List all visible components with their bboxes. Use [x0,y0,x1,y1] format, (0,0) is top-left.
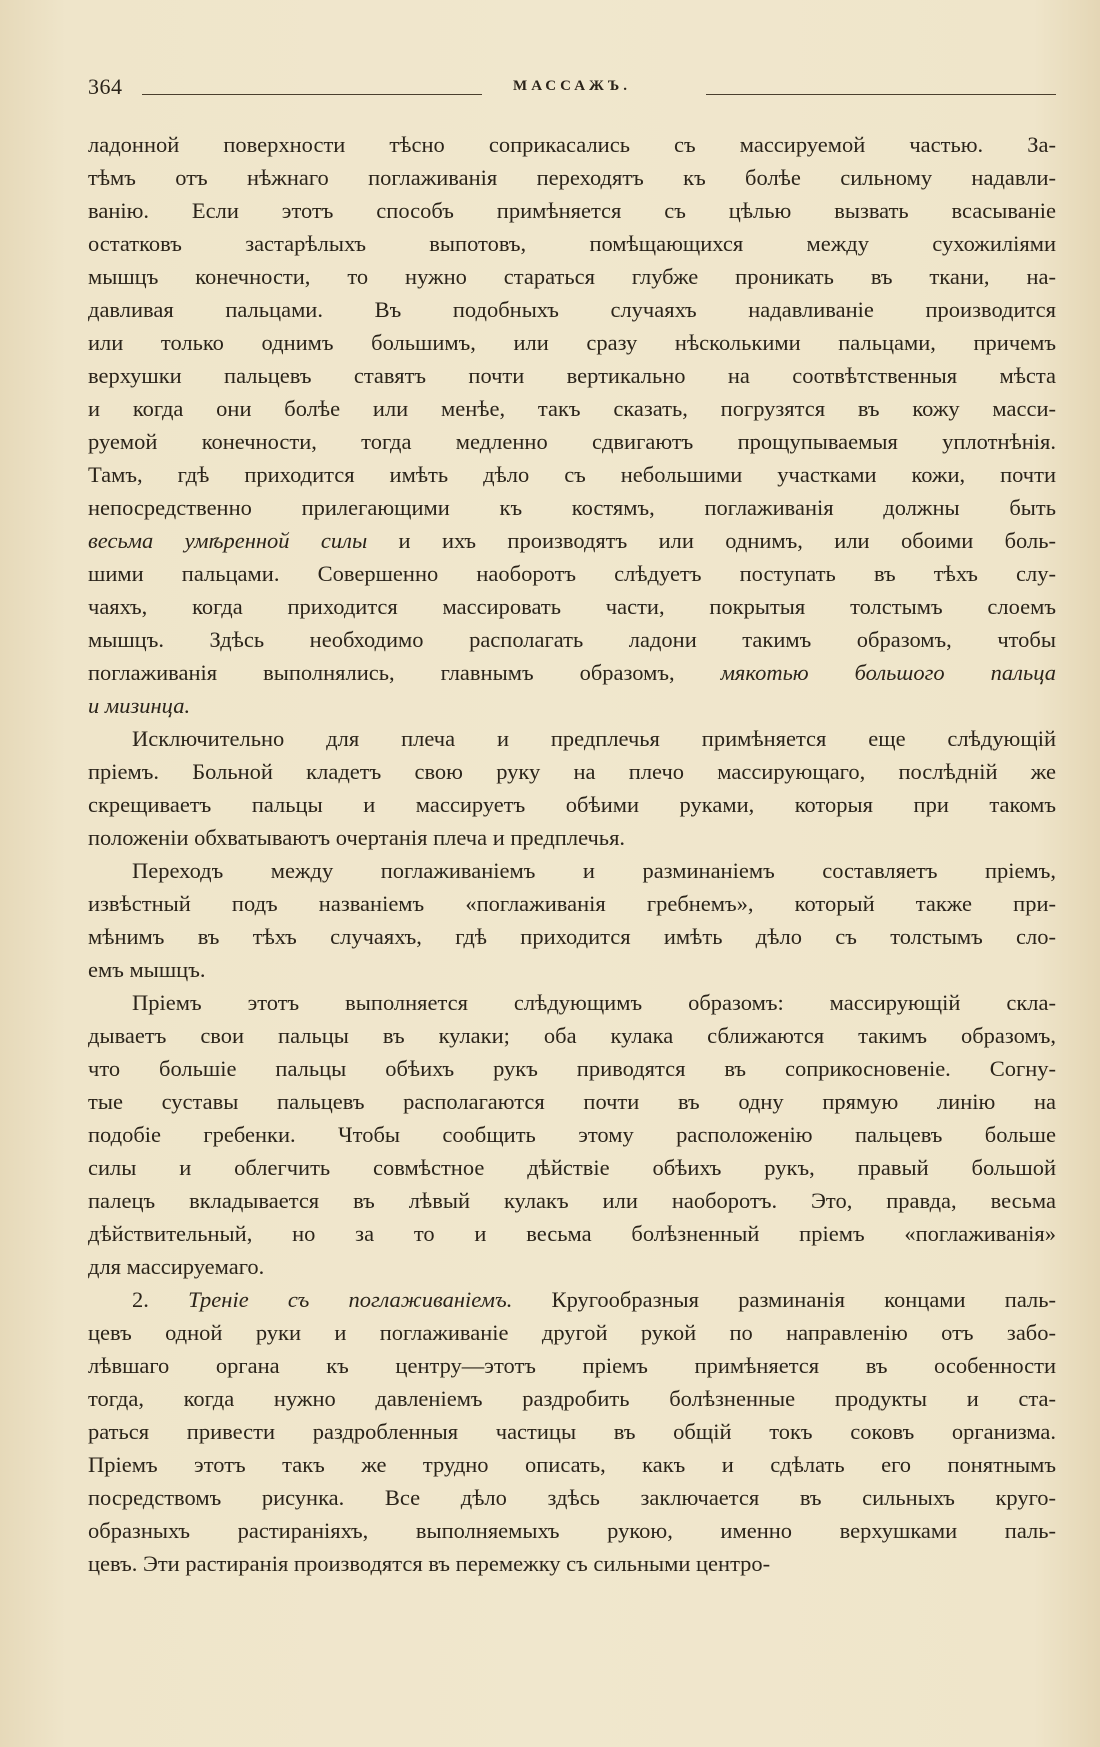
text-run: чаяхъ, когда приходится массировать части, покрытыя толстымъ слоемъ [88,594,1056,619]
running-title: МАССАЖЪ. [513,78,631,94]
text-line [88,1217,1056,1250]
text-run: скрещиваетъ пальцы и массируетъ обѣими руками, которыя при такомъ [88,792,1056,817]
text-line [88,491,1056,524]
text-line [88,128,1056,161]
text-line [88,260,1056,293]
text-run: поглаживанія выполнялись, главнымъ образомъ, [88,660,721,685]
text-line [88,590,1056,623]
emphasized-text: и мизинца. [88,693,191,718]
text-line [88,161,1056,194]
text-run: извѣстный подъ названіемъ «поглаживанія гребнемъ», который также при- [88,891,1056,916]
text-run: верхушки пальцевъ ставятъ почти вертикально на соотвѣтственныя мѣста [88,363,1056,388]
page-number: 364 [88,74,123,99]
text-run: посредствомъ рисунка. Все дѣло здѣсь заключается въ сильныхъ круго- [88,1485,1056,1510]
paragraph [88,722,1056,854]
text-run: пріемъ. Больной кладетъ свою руку на плечо массирующаго, послѣдній же [88,759,1056,784]
text-line [88,425,1056,458]
text-run: Тамъ, гдѣ приходится имѣть дѣло съ небольшими участками кожи, почти [88,462,1056,487]
text-run: мышцъ конечности, то нужно стараться глубже проникать въ ткани, на- [88,264,1056,289]
text-line [88,359,1056,392]
text-run: подобіе гребенки. Чтобы сообщить этому расположенію пальцевъ больше [88,1122,1056,1147]
text-line [88,1019,1056,1052]
text-line [88,1085,1056,1118]
text-line [88,1415,1056,1448]
text-run: дываетъ свои пальцы въ кулаки; оба кулака сближаются такимъ образомъ, [88,1023,1056,1048]
text-run: ладонной поверхности тѣсно соприкасались съ массируемой частью. За- [88,132,1056,157]
text-run: раться привести раздробленныя частицы въ общій токъ соковъ организма. [88,1419,1056,1444]
text-run: что большіе пальцы обѣихъ рукъ приводятся въ соприкосновеніе. Согну- [88,1056,1056,1081]
text-run: положеніи обхватываютъ очертанія плеча и предплечья. [88,825,626,850]
paragraph [88,1283,1056,1580]
text-line [88,623,1056,656]
emphasized-text: мякотью большого пальца [720,660,1057,685]
text-run: шими пальцами. Совершенно наоборотъ слѣдуетъ поступать въ тѣхъ слу- [88,561,1056,586]
text-line [88,1349,1056,1382]
text-line [88,821,1056,854]
text-run: и ихъ производятъ или однимъ, или обоими боль- [367,528,1056,553]
text-line [88,887,1056,920]
text-line [88,524,1056,557]
text-line [88,458,1056,491]
page-header [88,70,1056,106]
text-run: непосредственно прилегающими къ костямъ, поглаживанія должны быть [88,495,1056,520]
paragraph [88,128,1056,722]
text-run: палецъ вкладывается въ лѣвый кулакъ или наоборотъ. Это, правда, весьма [88,1188,1056,1213]
body-text [88,128,1056,1580]
text-line [88,1316,1056,1349]
text-run: для массируемаго. [88,1254,265,1279]
text-line [88,1382,1056,1415]
text-run: цевъ одной руки и поглаживаніе другой рукой по направленію отъ забо- [88,1320,1056,1345]
text-line [88,1184,1056,1217]
text-run: давливая пальцами. Въ подобныхъ случаяхъ надавливаніе производится [88,297,1056,322]
text-line [88,755,1056,788]
text-line [88,392,1056,425]
text-run: остатковъ застарѣлыхъ выпотовъ, помѣщающихся между сухожиліями [88,231,1056,256]
text-line [88,557,1056,590]
text-line [88,1118,1056,1151]
text-line [88,986,1056,1019]
text-run: мѣнимъ въ тѣхъ случаяхъ, гдѣ приходится имѣть дѣло съ толстымъ сло- [88,924,1056,949]
header-rule-right [706,94,1056,95]
text-line [88,1052,1056,1085]
text-run: силы и облегчить совмѣстное дѣйствіе обѣихъ рукъ, правый большой [88,1155,1056,1180]
text-run: и когда они болѣе или менѣе, такъ сказать, погрузятся въ кожу масси- [88,396,1056,421]
paragraph [88,986,1056,1283]
text-line [88,1448,1056,1481]
text-run: руемой конечности, тогда медленно сдвигаютъ прощупываемыя уплотнѣнія. [88,429,1056,454]
text-run: Переходъ между поглаживаніемъ и разминаніемъ составляетъ пріемъ, [132,858,1056,883]
text-line [88,920,1056,953]
text-line [88,689,1056,722]
emphasized-text: Треніе съ поглаживаніемъ. [188,1287,513,1312]
text-run: Исключительно для плеча и предплечья примѣняется еще слѣдующій [132,726,1056,751]
text-run: тогда, когда нужно давленіемъ раздробить болѣзненные продукты и ста- [88,1386,1056,1411]
text-run: ванію. Если этотъ способъ примѣняется съ цѣлью вызвать всасываніе [88,198,1056,223]
text-line [88,953,1056,986]
text-line [88,293,1056,326]
text-run: 2. [132,1287,189,1312]
text-line [88,1283,1056,1316]
text-line [88,1481,1056,1514]
text-run: мышцъ. Здѣсь необходимо располагать ладони такимъ образомъ, чтобы [88,627,1056,652]
text-line [88,1514,1056,1547]
text-run: Пріемъ этотъ выполняется слѣдующимъ образомъ: массирующій скла- [132,990,1056,1015]
text-run: Пріемъ этотъ такъ же трудно описать, какъ и сдѣлать его понятнымъ [88,1452,1056,1477]
text-run: или только однимъ большимъ, или сразу нѣсколькими пальцами, причемъ [88,330,1056,355]
paragraph [88,854,1056,986]
text-run: дѣйствительный, но за то и весьма болѣзненный пріемъ «поглаживанія» [88,1221,1056,1246]
text-line [88,1547,1056,1580]
text-run: тые суставы пальцевъ располагаются почти въ одну прямую линію на [88,1089,1056,1114]
text-line [88,1250,1056,1283]
text-line [88,326,1056,359]
text-run: тѣмъ отъ нѣжнаго поглаживанія переходятъ къ болѣе сильному надавли- [88,165,1056,190]
text-line [88,788,1056,821]
emphasized-text: весьма умѣренной силы [88,528,368,553]
text-run: емъ мышцъ. [88,957,206,982]
text-run: образныхъ растираніяхъ, выполняемыхъ рукою, именно верхушками паль- [88,1518,1056,1543]
text-line [88,656,1056,689]
text-run: лѣвшаго органа къ центру—этотъ пріемъ примѣняется въ особенности [88,1353,1056,1378]
text-line [88,1151,1056,1184]
text-line [88,854,1056,887]
text-line [88,194,1056,227]
text-line [88,722,1056,755]
text-run: цевъ. Эти растиранія производятся въ перемежку съ сильными центро- [88,1551,771,1576]
text-line [88,227,1056,260]
text-run: Кругообразныя разминанія концами паль- [512,1287,1056,1312]
